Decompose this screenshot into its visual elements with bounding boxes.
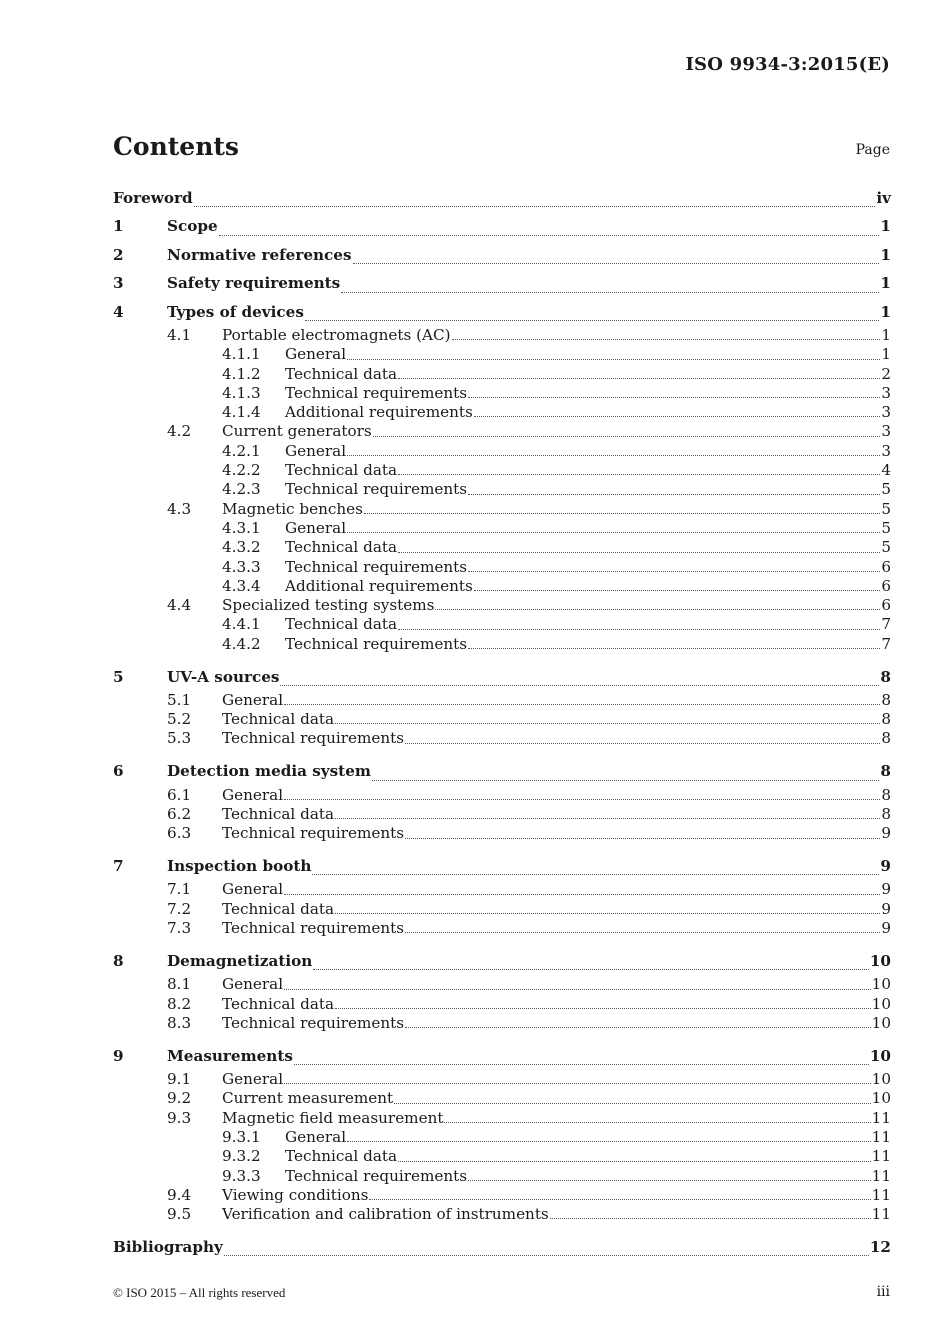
toc-leader-dots <box>405 742 880 744</box>
toc-entry-number: 3 <box>113 274 124 293</box>
toc-leader-dots <box>405 837 880 839</box>
toc-entry[interactable] <box>113 596 891 615</box>
toc-entry-title: Technical data <box>285 461 398 480</box>
toc-entry-title: Technical requirements <box>285 480 468 499</box>
toc-entry-title: Technical requirements <box>285 634 468 653</box>
toc-entry[interactable] <box>113 442 891 461</box>
toc-entry[interactable] <box>113 1147 891 1166</box>
toc-entry-page: 9 <box>881 880 891 899</box>
toc-entry-title: Scope <box>167 217 218 236</box>
toc-leader-dots <box>550 1217 871 1219</box>
toc-entry-number: 9.1 <box>167 1070 192 1089</box>
toc-leader-dots <box>347 454 880 456</box>
toc-entry-number: 4.4.1 <box>222 615 261 634</box>
toc-entry[interactable] <box>113 919 891 938</box>
toc-entry[interactable] <box>113 995 891 1014</box>
toc-entry-title: Viewing conditions <box>222 1185 369 1204</box>
toc-leader-dots <box>224 1254 869 1256</box>
toc-entry[interactable] <box>113 1042 891 1070</box>
toc-entry-page: 6 <box>881 557 891 576</box>
toc-entry-number: 5.2 <box>167 710 192 729</box>
toc-entry-number: 4.1 <box>167 325 192 344</box>
table-of-contents <box>113 184 891 1261</box>
toc-leader-dots <box>280 684 879 686</box>
toc-entry-number: 4.1.2 <box>222 364 261 383</box>
toc-entry-page: 1 <box>880 245 891 264</box>
toc-entry-page: 10 <box>871 1013 891 1032</box>
toc-entry-page: 10 <box>871 994 891 1013</box>
toc-leader-dots <box>405 931 880 933</box>
toc-leader-dots <box>312 873 879 875</box>
toc-entry[interactable] <box>113 365 891 384</box>
toc-entry-page: 7 <box>881 615 891 634</box>
toc-entry-page: 5 <box>881 538 891 557</box>
toc-leader-dots <box>364 512 880 514</box>
toc-entry-title: Technical data <box>285 1147 398 1166</box>
toc-leader-dots <box>398 1160 871 1162</box>
toc-entry-title: Specialized testing systems <box>222 596 435 615</box>
toc-entry-title: General <box>285 441 347 460</box>
toc-entry-page: 1 <box>881 345 891 364</box>
toc-leader-dots <box>398 377 880 379</box>
toc-entry-number: 4.3.1 <box>222 518 261 537</box>
toc-entry[interactable] <box>113 1014 891 1033</box>
toc-entry-title: Inspection booth <box>167 857 312 876</box>
toc-entry[interactable] <box>113 615 891 634</box>
toc-leader-dots <box>474 415 881 417</box>
toc-entry-page: 1 <box>880 217 891 236</box>
toc-entry-page: 1 <box>880 274 891 293</box>
toc-entry[interactable] <box>113 212 891 240</box>
toc-entry-title: Technical data <box>285 364 398 383</box>
toc-entry-title: General <box>222 975 284 994</box>
toc-entry-page: 5 <box>881 480 891 499</box>
toc-entry-number: 4.1.1 <box>222 345 261 364</box>
toc-entry-title: Magnetic benches <box>222 499 363 518</box>
toc-entry-title: Technical data <box>222 804 335 823</box>
toc-entry-page: 4 <box>881 461 891 480</box>
toc-entry-number: 4.2.1 <box>222 441 261 460</box>
toc-entry[interactable] <box>113 786 891 805</box>
toc-leader-dots <box>284 1082 871 1084</box>
toc-entry-title: Technical data <box>222 994 335 1013</box>
toc-entry[interactable] <box>113 1205 891 1224</box>
toc-entry-number: 4.2.2 <box>222 461 261 480</box>
toc-entry-page: 3 <box>881 422 891 441</box>
toc-entry-page: 11 <box>871 1127 891 1146</box>
toc-entry-number: 9 <box>113 1046 124 1065</box>
toc-entry[interactable] <box>113 1186 891 1205</box>
toc-leader-dots <box>372 779 879 781</box>
toc-entry-page: 1 <box>880 302 891 321</box>
toc-leader-dots <box>398 551 880 553</box>
contents-title: Contents <box>113 132 240 161</box>
toc-entry[interactable] <box>113 824 891 843</box>
toc-entry[interactable] <box>113 422 891 441</box>
toc-entry[interactable] <box>113 1167 891 1186</box>
toc-entry-title: Technical data <box>222 899 335 918</box>
toc-entry[interactable] <box>113 298 891 326</box>
toc-entry-title: Technical data <box>285 538 398 557</box>
toc-entry-title: Safety requirements <box>167 274 341 293</box>
toc-entry-title: Types of devices <box>167 302 304 321</box>
toc-entry-number: 5 <box>113 667 124 686</box>
toc-entry[interactable] <box>113 1109 891 1128</box>
toc-entry[interactable] <box>113 538 891 557</box>
toc-entry-page: 8 <box>881 729 891 748</box>
toc-leader-dots <box>435 608 880 610</box>
toc-entry-title: Technical requirements <box>222 919 405 938</box>
toc-entry-page: 11 <box>871 1108 891 1127</box>
page-column-label: Page <box>855 142 890 158</box>
toc-entry-number: 9.3.2 <box>222 1147 261 1166</box>
toc-entry-page: 8 <box>881 785 891 804</box>
toc-entry-title: General <box>285 518 347 537</box>
toc-entry[interactable] <box>113 729 891 748</box>
toc-entry-page: 6 <box>881 576 891 595</box>
toc-leader-dots <box>353 262 880 264</box>
toc-entry-page: 5 <box>881 518 891 537</box>
toc-entry-number: 4 <box>113 302 124 321</box>
toc-entry[interactable] <box>113 241 891 269</box>
toc-entry[interactable] <box>113 635 891 654</box>
toc-leader-dots <box>347 531 880 533</box>
toc-leader-dots <box>335 722 880 724</box>
toc-entry-page: 8 <box>880 762 891 781</box>
toc-entry-page: 3 <box>881 403 891 422</box>
toc-entry-number: 8 <box>113 951 124 970</box>
toc-entry[interactable] <box>113 326 891 345</box>
toc-leader-dots <box>444 1121 870 1123</box>
toc-entry-number: 9.5 <box>167 1205 192 1224</box>
toc-leader-dots <box>468 396 880 398</box>
toc-entry[interactable] <box>113 1070 891 1089</box>
toc-entry-title: General <box>222 690 284 709</box>
toc-entry-page: 9 <box>880 857 891 876</box>
toc-entry[interactable] <box>113 805 891 824</box>
toc-entry-title: Technical requirements <box>285 557 468 576</box>
toc-entry[interactable] <box>113 663 891 691</box>
toc-entry-title: General <box>222 880 284 899</box>
toc-leader-dots <box>335 912 880 914</box>
toc-entry[interactable] <box>113 519 891 538</box>
toc-entry-title: Technical requirements <box>222 1013 405 1032</box>
toc-entry[interactable] <box>113 691 891 710</box>
toc-leader-dots <box>398 628 880 630</box>
toc-entry-page: 2 <box>881 364 891 383</box>
toc-entry-number: 5.1 <box>167 690 192 709</box>
toc-leader-dots <box>284 703 880 705</box>
toc-entry-number: 4.4.2 <box>222 634 261 653</box>
page-number: iii <box>876 1284 890 1300</box>
toc-leader-dots <box>468 1179 871 1181</box>
toc-leader-dots <box>335 817 880 819</box>
toc-entry-number: 7 <box>113 857 124 876</box>
toc-entry-title: UV-A sources <box>167 667 280 686</box>
toc-entry-page: 5 <box>881 499 891 518</box>
toc-entry-number: 4.3.3 <box>222 557 261 576</box>
toc-entry-number: 4.3 <box>167 499 192 518</box>
toc-leader-dots <box>335 1007 871 1009</box>
toc-entry-number: 6.1 <box>167 785 192 804</box>
toc-leader-dots <box>347 358 880 360</box>
toc-entry-title: Verification and calibration of instruments <box>222 1205 549 1224</box>
toc-entry-title: Technical requirements <box>222 824 405 843</box>
toc-entry-page: 9 <box>881 899 891 918</box>
toc-entry-title: Technical data <box>222 710 335 729</box>
toc-entry-number: 4.4 <box>167 596 192 615</box>
toc-entry-page: 8 <box>881 804 891 823</box>
toc-entry-page: 6 <box>881 596 891 615</box>
toc-entry-number: 8.3 <box>167 1013 192 1032</box>
toc-entry[interactable] <box>113 900 891 919</box>
toc-entry-page: 8 <box>881 710 891 729</box>
toc-entry[interactable] <box>113 880 891 899</box>
toc-leader-dots <box>347 1140 871 1142</box>
toc-leader-dots <box>468 570 880 572</box>
toc-leader-dots <box>305 319 880 321</box>
toc-entry-number: 4.1.4 <box>222 403 261 422</box>
toc-entry-title: General <box>222 1070 284 1089</box>
toc-entry-page: 10 <box>869 951 891 970</box>
toc-entry-page: 8 <box>881 690 891 709</box>
toc-entry[interactable] <box>113 947 891 975</box>
toc-entry[interactable] <box>113 269 891 297</box>
toc-entry-title: Measurements <box>167 1046 293 1065</box>
toc-leader-dots <box>284 893 880 895</box>
toc-leader-dots <box>284 988 871 990</box>
toc-entry-page: 10 <box>869 1046 891 1065</box>
toc-entry-title: General <box>222 785 284 804</box>
toc-entry-number: 5.3 <box>167 729 192 748</box>
toc-leader-dots <box>398 473 880 475</box>
toc-entry-page: 10 <box>871 1089 891 1108</box>
toc-entry-number: 2 <box>113 245 124 264</box>
toc-entry-page: 10 <box>871 1070 891 1089</box>
document-id: ISO 9934-3:2015(E) <box>685 54 890 75</box>
toc-entry-number: 4.2.3 <box>222 480 261 499</box>
toc-entry-number: 9.3.1 <box>222 1127 261 1146</box>
toc-entry-title: General <box>285 1127 347 1146</box>
toc-entry-page: 3 <box>881 441 891 460</box>
toc-entry-number: 7.3 <box>167 919 192 938</box>
toc-entry-page: 11 <box>871 1166 891 1185</box>
toc-leader-dots <box>369 1198 870 1200</box>
toc-entry[interactable] <box>113 1128 891 1147</box>
toc-entry-number: 6.2 <box>167 804 192 823</box>
toc-entry[interactable] <box>113 577 891 596</box>
toc-entry-title: Additional requirements <box>285 576 473 595</box>
toc-entry-title: Technical data <box>285 615 398 634</box>
toc-entry-title: Bibliography <box>113 1237 223 1256</box>
toc-entry-page: 9 <box>881 919 891 938</box>
copyright-notice: © ISO 2015 – All rights reserved <box>113 1285 286 1300</box>
toc-entry-page: 12 <box>869 1237 891 1256</box>
toc-entry-page: iv <box>876 189 891 207</box>
toc-entry-title: Foreword <box>113 189 193 207</box>
toc-entry-title: Detection media system <box>167 762 371 781</box>
toc-entry-number: 4.2 <box>167 422 192 441</box>
toc-entry-title: Magnetic field measurement <box>222 1108 444 1127</box>
toc-entry[interactable] <box>113 757 891 785</box>
toc-entry-title: Technical requirements <box>285 1166 468 1185</box>
toc-leader-dots <box>373 435 881 437</box>
toc-entry-number: 8.2 <box>167 994 192 1013</box>
toc-entry[interactable] <box>113 345 891 364</box>
toc-entry-title: General <box>285 345 347 364</box>
toc-entry-page: 11 <box>871 1147 891 1166</box>
toc-entry-title: Technical requirements <box>285 383 468 402</box>
toc-leader-dots <box>405 1026 871 1028</box>
toc-leader-dots <box>468 493 880 495</box>
toc-entry-page: 8 <box>880 667 891 686</box>
toc-entry[interactable] <box>113 461 891 480</box>
toc-leader-dots <box>219 234 880 236</box>
toc-entry-page: 11 <box>871 1185 891 1204</box>
toc-entry[interactable] <box>113 852 891 880</box>
toc-entry[interactable] <box>113 403 891 422</box>
toc-entry-number: 4.1.3 <box>222 383 261 402</box>
toc-entry[interactable] <box>113 975 891 994</box>
toc-entry-title: Technical requirements <box>222 729 405 748</box>
toc-entry-number: 9.4 <box>167 1185 192 1204</box>
toc-leader-dots <box>474 589 881 591</box>
toc-entry[interactable] <box>113 1233 891 1261</box>
toc-entry-number: 6 <box>113 762 124 781</box>
toc-entry[interactable] <box>113 480 891 499</box>
toc-entry[interactable] <box>113 184 891 212</box>
toc-entry-number: 1 <box>113 217 124 236</box>
toc-entry-number: 4.3.2 <box>222 538 261 557</box>
toc-leader-dots <box>394 1102 871 1104</box>
toc-entry-title: Additional requirements <box>285 403 473 422</box>
toc-leader-dots <box>468 647 880 649</box>
toc-entry-title: Portable electromagnets (AC) <box>222 325 451 344</box>
toc-entry-page: 7 <box>881 634 891 653</box>
toc-leader-dots <box>341 291 879 293</box>
toc-leader-dots <box>452 338 881 340</box>
toc-entry-page: 9 <box>881 824 891 843</box>
toc-entry-page: 1 <box>881 325 891 344</box>
toc-leader-dots <box>294 1063 869 1065</box>
toc-entry-number: 9.3.3 <box>222 1166 261 1185</box>
toc-entry-title: Current measurement <box>222 1089 394 1108</box>
toc-entry-number: 7.1 <box>167 880 192 899</box>
toc-entry[interactable] <box>113 384 891 403</box>
toc-entry-page: 11 <box>871 1205 891 1224</box>
toc-leader-dots <box>194 205 876 207</box>
toc-entry[interactable] <box>113 1089 891 1108</box>
toc-entry[interactable] <box>113 558 891 577</box>
toc-entry-title: Demagnetization <box>167 951 313 970</box>
toc-entry-title: Normative references <box>167 245 352 264</box>
toc-entry-number: 8.1 <box>167 975 192 994</box>
toc-entry-number: 9.2 <box>167 1089 192 1108</box>
toc-leader-dots <box>284 798 880 800</box>
toc-entry[interactable] <box>113 500 891 519</box>
toc-entry-number: 6.3 <box>167 824 192 843</box>
toc-entry-number: 9.3 <box>167 1108 192 1127</box>
toc-entry-title: Current generators <box>222 422 372 441</box>
toc-entry[interactable] <box>113 710 891 729</box>
toc-leader-dots <box>313 968 869 970</box>
toc-entry-number: 7.2 <box>167 899 192 918</box>
toc-entry-page: 3 <box>881 383 891 402</box>
toc-entry-number: 4.3.4 <box>222 576 261 595</box>
toc-entry-page: 10 <box>871 975 891 994</box>
